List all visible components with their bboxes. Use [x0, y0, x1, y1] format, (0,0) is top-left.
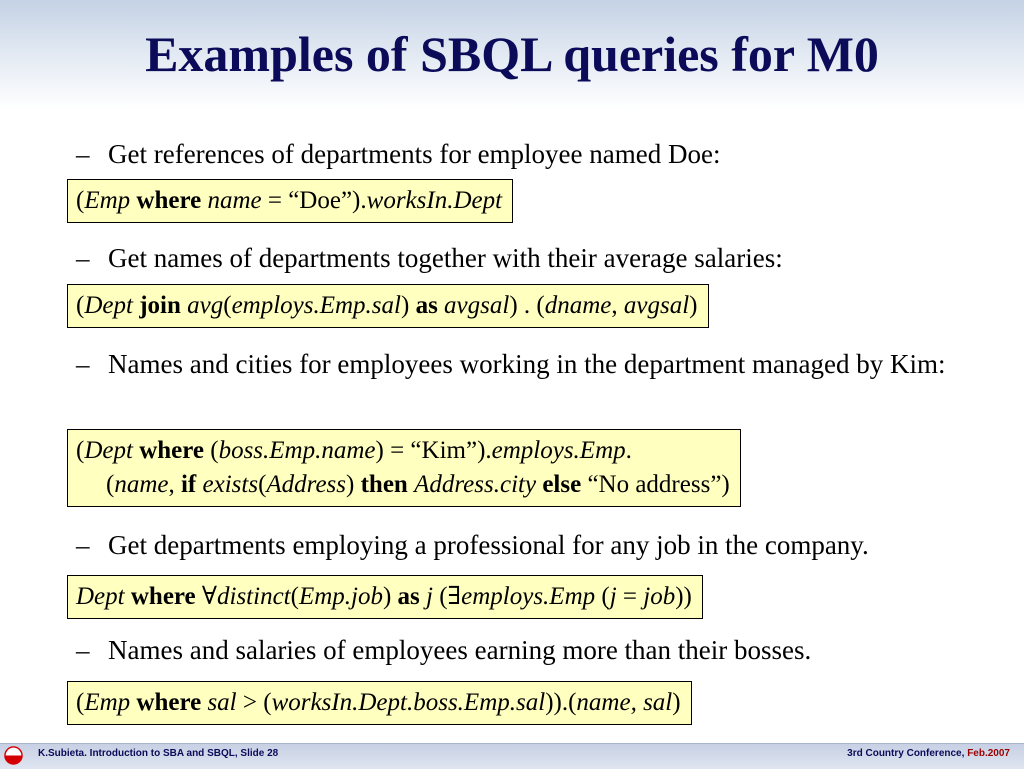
query-identifier: name, sal [576, 689, 673, 716]
query-identifier: employs.Emp [491, 437, 626, 464]
bullet-4 [76, 527, 1016, 563]
footer-right [847, 748, 1010, 759]
bullet-text: Names and cities for employees working in the department managed by Kim: [108, 349, 946, 379]
query-keyword: else [542, 471, 582, 498]
query-token: ) = “Kim”). [375, 437, 492, 464]
query-identifier: Emp.job [298, 583, 383, 610]
query-token: , [611, 292, 624, 319]
query-token: ) [382, 583, 398, 610]
red-white-circle-logo-icon [4, 746, 23, 765]
footer-date: Feb.2007 [967, 748, 1010, 759]
query-token: “No address”) [581, 471, 730, 498]
query-token: ∀ [195, 583, 217, 610]
query-box-2 [67, 284, 709, 328]
query-identifier: Address [266, 471, 347, 498]
query-identifier: sal [207, 689, 237, 716]
query-box-1 [67, 179, 513, 223]
bullet-text: Get names of departments together with their average salaries: [108, 243, 783, 273]
bullet-text: Names and salaries of employees earning more than their bosses. [108, 635, 812, 665]
bullet-3 [76, 346, 1016, 382]
query-identifier: boss.Emp.name [218, 437, 376, 464]
bullet-1 [76, 136, 1016, 172]
query-identifier: worksIn.Dept [366, 187, 503, 214]
query-identifier: employs.Emp [461, 583, 596, 610]
query-token: (∃ [432, 583, 462, 610]
query-token: > ( [236, 689, 272, 716]
query-line-1 [76, 434, 730, 468]
bullet-5 [76, 632, 1016, 668]
query-token: ( [595, 583, 610, 610]
query-token: ) [689, 292, 698, 319]
query-keyword: where [136, 187, 202, 214]
query-token: )).( [545, 689, 577, 716]
query-token: ( [106, 471, 115, 498]
bullet-dash: – [76, 635, 90, 665]
query-identifier: dname [544, 292, 612, 319]
query-identifier: Emp [84, 689, 131, 716]
query-identifier: job [643, 583, 676, 610]
query-keyword: as [397, 583, 420, 610]
bullet-dash: – [76, 243, 90, 273]
bullet-text: Get departments employing a professional for any job in the company. [108, 530, 869, 560]
query-keyword: then [360, 471, 408, 498]
query-identifier: Address.city [414, 471, 537, 498]
query-keyword: join [139, 292, 181, 319]
query-identifier: j [609, 583, 617, 610]
query-keyword: if [180, 471, 197, 498]
query-line-2 [76, 468, 730, 502]
query-token: ) [672, 689, 681, 716]
query-token: ( [76, 689, 85, 716]
query-token: ( [76, 187, 85, 214]
slide-title: Examples of SBQL queries for M0 [145, 26, 879, 82]
query-keyword: as [415, 292, 438, 319]
query-token: ) . ( [509, 292, 545, 319]
bullet-dash: – [76, 349, 90, 379]
query-identifier: distinct [217, 583, 291, 610]
query-identifier: Dept [76, 583, 125, 610]
query-identifier: j [426, 583, 433, 610]
query-identifier: Emp [84, 187, 131, 214]
query-box-4 [67, 575, 703, 619]
query-box-3 [67, 429, 741, 507]
query-box-5 [67, 681, 692, 725]
footer-conference: 3rd Country Conference, [847, 748, 968, 759]
query-token: )) [675, 583, 692, 610]
bullet-2 [76, 240, 1016, 276]
query-token: ( [223, 292, 232, 319]
query-identifier: worksIn.Dept.boss.Emp.sal [271, 689, 546, 716]
footer-left-text: K.Subieta. Introduction to SBA and SBQL, Slide 28 [38, 748, 279, 759]
bullet-dash: – [76, 530, 90, 560]
bullet-text: Get references of departments for employee named Doe: [108, 139, 721, 169]
query-identifier: name [207, 187, 262, 214]
bullet-dash: – [76, 139, 90, 169]
query-token: ( [203, 437, 219, 464]
query-identifier: name [114, 471, 169, 498]
query-token: ) [400, 292, 416, 319]
query-token: . [625, 437, 632, 464]
query-token: ) [346, 471, 361, 498]
query-keyword: where [136, 689, 202, 716]
query-keyword: where [130, 583, 196, 610]
query-token: ( [290, 583, 299, 610]
query-identifier: Dept [84, 292, 133, 319]
query-identifier: employs.Emp.sal [231, 292, 401, 319]
query-token: = [616, 583, 644, 610]
query-token: ( [76, 292, 85, 319]
query-identifier: Dept [84, 437, 133, 464]
query-token: , [168, 471, 181, 498]
query-identifier: avg [187, 292, 224, 319]
query-token: = “Doe”). [261, 187, 367, 214]
query-identifier: exists [202, 471, 259, 498]
query-token: ( [258, 471, 267, 498]
query-identifier: avgsal [623, 292, 690, 319]
query-keyword: where [139, 437, 204, 464]
query-token: ( [76, 437, 85, 464]
query-identifier: avgsal [444, 292, 510, 319]
